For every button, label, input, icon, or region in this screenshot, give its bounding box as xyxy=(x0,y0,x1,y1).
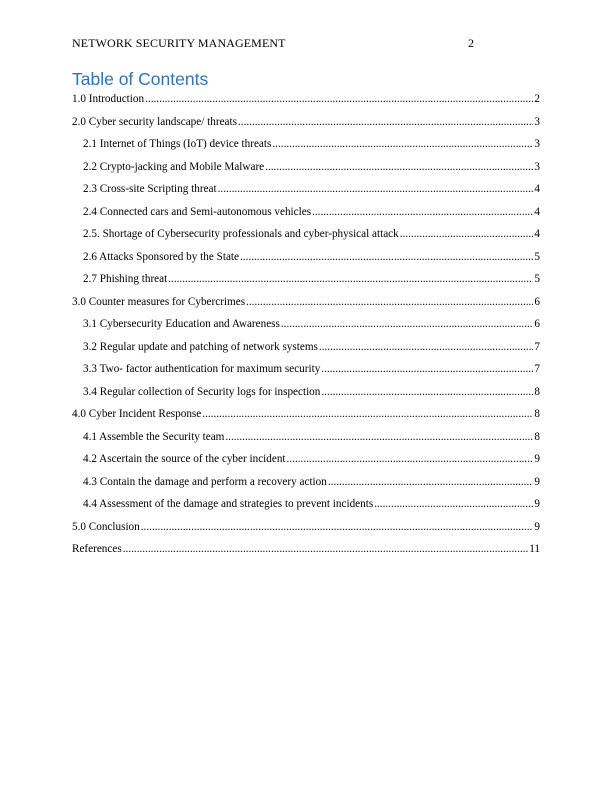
toc-entry-page-number: 5 xyxy=(534,250,540,263)
toc-entry-page-number: 3 xyxy=(534,138,540,150)
toc-entry[interactable] xyxy=(72,181,540,204)
toc-entry-label: 4.2 Ascertain the source of the cyber incident xyxy=(83,453,286,465)
toc-entry[interactable] xyxy=(72,136,540,159)
dot-leader xyxy=(328,474,534,490)
toc-entry-label: 2.3 Cross-site Scripting threat xyxy=(83,183,217,195)
toc-entry[interactable] xyxy=(72,271,540,294)
toc-entry[interactable] xyxy=(72,519,540,542)
toc-entry[interactable] xyxy=(72,541,540,564)
dot-leader xyxy=(400,226,534,242)
toc-entry[interactable] xyxy=(72,429,540,452)
toc-entry-page-number: 7 xyxy=(534,340,540,353)
dot-leader xyxy=(312,204,533,220)
dot-leader xyxy=(145,91,533,107)
dot-leader xyxy=(265,159,533,175)
toc-entry[interactable] xyxy=(72,339,540,362)
toc-entry[interactable] xyxy=(72,249,540,272)
toc-entry-page-number: 4 xyxy=(534,228,540,240)
toc-entry-label: 2.0 Cyber security landscape/ threats xyxy=(72,115,237,128)
table-of-contents xyxy=(72,91,540,564)
toc-entry-label: 1.0 Introduction xyxy=(72,93,145,105)
toc-entry[interactable] xyxy=(72,451,540,474)
toc-entry-page-number: 11 xyxy=(529,543,540,555)
page-header xyxy=(72,36,540,52)
toc-entry-label: 2.4 Connected cars and Semi-autonomous vehicles xyxy=(83,205,312,218)
dot-leader xyxy=(374,496,533,512)
toc-entry-label: References xyxy=(72,543,122,555)
toc-entry-page-number: 9 xyxy=(534,453,540,465)
toc-entry-page-number: 9 xyxy=(534,498,540,510)
dot-leader xyxy=(225,429,533,445)
toc-entry-page-number: 3 xyxy=(534,115,540,128)
dot-leader xyxy=(246,294,533,310)
dot-leader xyxy=(272,136,533,152)
dot-leader xyxy=(321,361,533,377)
toc-entry-label: 2.6 Attacks Sponsored by the State xyxy=(83,250,239,263)
toc-entry-page-number: 7 xyxy=(534,363,540,375)
toc-entry[interactable] xyxy=(72,91,540,114)
toc-entry-label: 3.4 Regular collection of Security logs for inspection xyxy=(83,385,321,398)
dot-leader xyxy=(218,181,534,197)
toc-entry[interactable] xyxy=(72,294,540,317)
dot-leader xyxy=(168,271,533,287)
dot-leader xyxy=(240,249,533,265)
toc-entry-label: 2.2 Crypto-jacking and Mobile Malware xyxy=(83,160,265,173)
dot-leader xyxy=(141,519,534,535)
toc-entry[interactable] xyxy=(72,384,540,407)
toc-entry-page-number: 2 xyxy=(534,93,540,105)
toc-entry[interactable] xyxy=(72,406,540,429)
toc-entry-label: 4.3 Contain the damage and perform a recovery action xyxy=(83,475,327,488)
toc-entry-page-number: 5 xyxy=(534,273,540,285)
toc-entry-label: 4.1 Assemble the Security team xyxy=(83,430,225,443)
toc-entry-label: 3.2 Regular update and patching of network systems xyxy=(83,340,318,353)
dot-leader xyxy=(287,451,534,467)
toc-entry[interactable] xyxy=(72,496,540,519)
toc-entry-label: 4.4 Assessment of the damage and strategies to prevent incidents xyxy=(83,498,374,510)
dot-leader xyxy=(319,339,534,355)
toc-entry[interactable] xyxy=(72,316,540,339)
toc-entry-page-number: 6 xyxy=(534,295,540,308)
toc-entry-label: 2.1 Internet of Things (IoT) device threats xyxy=(83,138,272,150)
toc-entry-label: 3.0 Counter measures for Cybercrimes xyxy=(72,295,246,308)
toc-entry-page-number: 6 xyxy=(534,318,540,330)
toc-entry-label: 3.3 Two- factor authentication for maximum security xyxy=(83,363,321,375)
toc-entry[interactable] xyxy=(72,204,540,227)
toc-entry-label: 4.0 Cyber Incident Response xyxy=(72,408,202,420)
toc-entry-label: 3.1 Cybersecurity Education and Awareness xyxy=(83,318,280,330)
toc-entry[interactable] xyxy=(72,114,540,137)
dot-leader xyxy=(281,316,534,332)
toc-entry-page-number: 9 xyxy=(534,520,540,533)
toc-entry[interactable] xyxy=(72,474,540,497)
dot-leader xyxy=(202,406,533,422)
toc-entry[interactable] xyxy=(72,361,540,384)
toc-entry-page-number: 9 xyxy=(534,475,540,488)
dot-leader xyxy=(321,384,533,400)
header-page-number: 2 xyxy=(468,36,474,50)
toc-entry-page-number: 8 xyxy=(534,385,540,398)
toc-entry-page-number: 8 xyxy=(534,408,540,420)
toc-entry[interactable] xyxy=(72,159,540,182)
toc-entry-label: 5.0 Conclusion xyxy=(72,520,140,533)
toc-entry[interactable] xyxy=(72,226,540,249)
dot-leader xyxy=(123,541,529,557)
dot-leader xyxy=(238,114,533,130)
toc-entry-page-number: 3 xyxy=(534,160,540,173)
toc-entry-page-number: 4 xyxy=(534,205,540,218)
running-header-title: NETWORK SECURITY MANAGEMENT xyxy=(72,36,286,50)
toc-heading: Table of Contents xyxy=(72,69,209,89)
toc-entry-label: 2.7 Phishing threat xyxy=(83,273,168,285)
toc-entry-page-number: 4 xyxy=(534,183,540,195)
toc-entry-page-number: 8 xyxy=(534,430,540,443)
toc-entry-label: 2.5. Shortage of Cybersecurity professionals and cyber-physical attack xyxy=(83,228,399,240)
